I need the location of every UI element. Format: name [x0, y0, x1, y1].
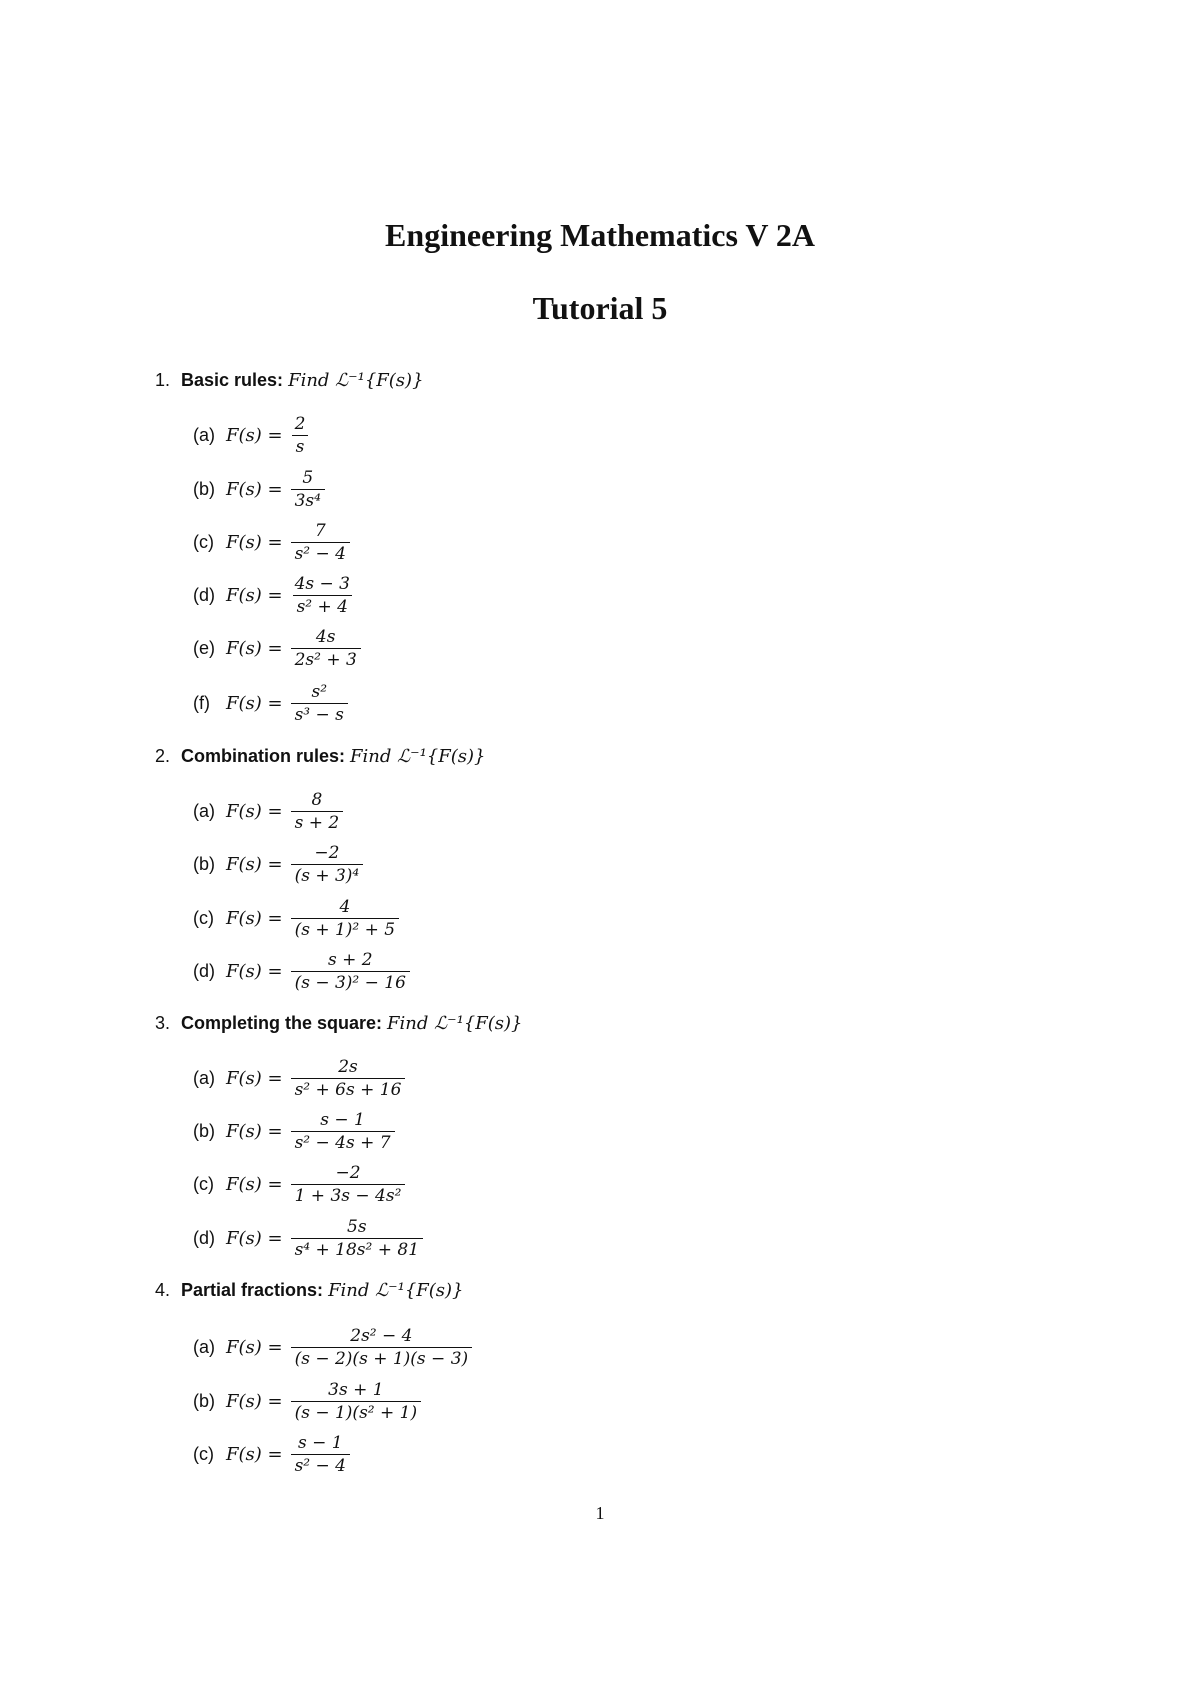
question-number: 2. [155, 746, 171, 766]
fraction [291, 467, 325, 512]
function-lhs: F(s) = [226, 800, 283, 822]
numerator: 4 [339, 896, 351, 917]
question-number: 1. [155, 370, 171, 390]
function-lhs: F(s) = [226, 1390, 283, 1412]
fraction [291, 1432, 350, 1477]
function-lhs: F(s) = [226, 424, 283, 446]
numerator: −2 [335, 1162, 361, 1183]
denominator: s⁴ + 18s² + 81 [291, 1238, 423, 1261]
numerator: 4s − 3 [294, 573, 350, 594]
question-1-part-e [193, 621, 361, 675]
fraction [291, 1162, 406, 1207]
question-number: 3. [155, 1013, 171, 1033]
part-label: (d) [193, 960, 215, 981]
question-2-part-b [193, 837, 363, 891]
numerator: 2s² − 4 [350, 1325, 413, 1346]
part-label: (a) [193, 424, 215, 445]
question-4-part-b [193, 1374, 421, 1428]
question-2-heading [155, 744, 485, 769]
numerator: 4s [315, 626, 336, 647]
document-title: Engineering Mathematics V 2A [385, 217, 815, 253]
numerator: 7 [314, 520, 326, 541]
function-lhs: F(s) = [226, 1067, 283, 1089]
denominator: 3s⁴ [291, 489, 325, 512]
question-4-part-c [193, 1427, 350, 1481]
question-3-part-c [193, 1157, 405, 1211]
question-1-heading [155, 368, 424, 393]
denominator: s³ − s [291, 703, 348, 726]
fraction [291, 520, 350, 565]
fraction [291, 896, 400, 941]
fraction [291, 789, 344, 834]
part-label: (c) [193, 907, 214, 928]
denominator: s² + 6s + 16 [291, 1078, 406, 1101]
fraction [291, 1325, 473, 1370]
denominator: s² − 4 [291, 542, 350, 565]
denominator: (s − 2)(s + 1)(s − 3) [291, 1347, 473, 1370]
question-3-heading [155, 1011, 522, 1036]
part-label: (c) [193, 1443, 214, 1464]
fraction [291, 1379, 422, 1424]
denominator: (s + 3)⁴ [291, 864, 364, 887]
numerator: 8 [311, 789, 323, 810]
denominator: s [292, 435, 309, 458]
fraction [291, 413, 310, 458]
numerator: s − 1 [297, 1432, 343, 1453]
denominator: 1 + 3s − 4s² [291, 1184, 406, 1207]
question-number: 4. [155, 1280, 171, 1300]
part-label: (f) [193, 692, 210, 713]
denominator: (s − 3)² − 16 [291, 971, 410, 994]
part-label: (b) [193, 1390, 215, 1411]
denominator: 2s² + 3 [291, 648, 361, 671]
function-lhs: F(s) = [226, 478, 283, 500]
part-label: (e) [193, 637, 215, 658]
function-lhs: F(s) = [226, 692, 283, 714]
find-instruction: Find ℒ⁻¹{F(s)} [350, 746, 486, 767]
numerator: 2s [338, 1056, 358, 1077]
question-2-part-a [193, 784, 343, 838]
question-title: Basic rules: [181, 370, 284, 390]
question-3-part-a [193, 1051, 405, 1105]
question-1-part-c [193, 515, 350, 569]
fraction [291, 949, 410, 994]
function-lhs: F(s) = [226, 1443, 283, 1465]
function-lhs: F(s) = [226, 1120, 283, 1142]
find-instruction: Find ℒ⁻¹{F(s)} [328, 1280, 464, 1301]
question-title: Combination rules: [181, 746, 346, 766]
fraction [291, 842, 364, 887]
page-number: 1 [595, 1503, 605, 1523]
numerator: 5 [302, 467, 314, 488]
question-2-part-d [193, 944, 410, 998]
question-title: Completing the square: [181, 1013, 383, 1033]
denominator: s² + 4 [293, 595, 352, 618]
numerator: 2 [294, 413, 306, 434]
function-lhs: F(s) = [226, 1227, 283, 1249]
question-1-part-d [193, 568, 354, 622]
question-1-part-b [193, 462, 325, 516]
fraction [291, 1109, 395, 1154]
fraction [291, 681, 348, 726]
part-label: (d) [193, 1227, 215, 1248]
denominator: s + 2 [291, 811, 344, 834]
question-1-part-f [193, 676, 348, 730]
part-label: (c) [193, 531, 214, 552]
fraction [291, 1056, 406, 1101]
function-lhs: F(s) = [226, 1173, 283, 1195]
fraction [291, 1216, 423, 1261]
denominator: (s + 1)² + 5 [291, 918, 400, 941]
numerator: −2 [314, 842, 340, 863]
numerator: 5s [347, 1216, 367, 1237]
fraction [291, 573, 354, 618]
denominator: (s − 1)(s² + 1) [291, 1401, 422, 1424]
question-title: Partial fractions: [181, 1280, 324, 1300]
function-lhs: F(s) = [226, 853, 283, 875]
function-lhs: F(s) = [226, 960, 283, 982]
part-label: (b) [193, 478, 215, 499]
part-label: (d) [193, 584, 215, 605]
question-4-heading [155, 1278, 464, 1303]
numerator: s + 2 [327, 949, 373, 970]
part-label: (c) [193, 1173, 214, 1194]
question-3-part-d [193, 1211, 423, 1265]
find-instruction: Find ℒ⁻¹{F(s)} [387, 1013, 523, 1034]
part-label: (a) [193, 800, 215, 821]
question-3-part-b [193, 1104, 395, 1158]
question-2-part-c [193, 891, 399, 945]
part-label: (b) [193, 853, 215, 874]
numerator: s − 1 [320, 1109, 365, 1130]
function-lhs: F(s) = [226, 907, 283, 929]
find-instruction: Find ℒ⁻¹{F(s)} [288, 370, 424, 391]
numerator: 3s + 1 [328, 1379, 384, 1400]
function-lhs: F(s) = [226, 637, 283, 659]
part-label: (a) [193, 1336, 215, 1357]
denominator: s² − 4s + 7 [291, 1131, 395, 1154]
part-label: (a) [193, 1067, 215, 1088]
numerator: s² [311, 681, 328, 702]
function-lhs: F(s) = [226, 531, 283, 553]
function-lhs: F(s) = [226, 1336, 283, 1358]
denominator: s² − 4 [291, 1454, 350, 1477]
fraction [291, 626, 361, 671]
document-subtitle: Tutorial 5 [532, 290, 668, 326]
question-1-part-a [193, 408, 309, 462]
question-4-part-a [193, 1320, 472, 1374]
part-label: (b) [193, 1120, 215, 1141]
function-lhs: F(s) = [226, 584, 283, 606]
